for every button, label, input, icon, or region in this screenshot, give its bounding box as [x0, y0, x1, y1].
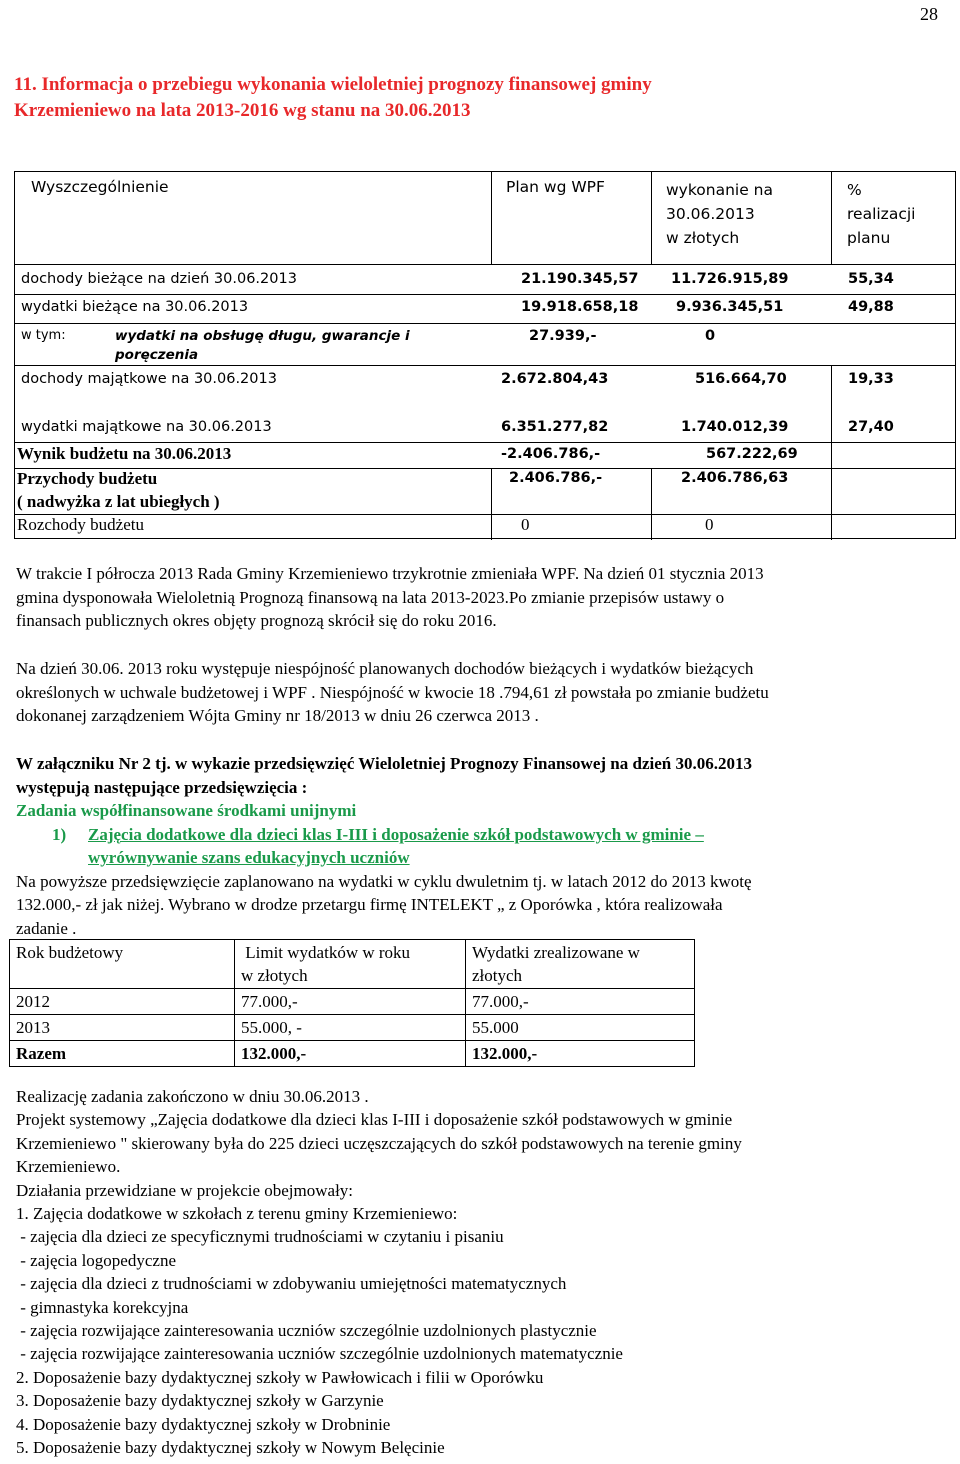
row-wykonanie: 0 [705, 328, 716, 344]
row-wykonanie: 9.936.345,51 [676, 299, 784, 315]
row-plan: 0 [521, 515, 530, 534]
row-wykonanie: 516.664,70 [695, 371, 787, 387]
header-wykonanie: wykonanie na 30.06.2013 w złotych [666, 181, 773, 247]
page-number: 28 [920, 4, 938, 24]
row-plan: 19.918.658,18 [521, 299, 639, 315]
header-wydatki: Wydatki zrealizowane w złotych [466, 940, 695, 989]
header-wyszczegolnienie: Wyszczególnienie [31, 178, 169, 196]
row-plan: 2.406.786,- [509, 470, 603, 486]
eu-funded-title: Zadania współfinansowane środkami unijnymi [16, 801, 357, 820]
paragraph-wpf-changes: W trakcie I półrocza 2013 Rada Gminy Krzemieniewo trzykrotnie zmieniała WPF. Na dzień 01 stycznia 2013 gmina dysponowała Wieloletnią Prognozą finansową na lata 2013-2023.Po zmianie przepisów ustawy o finansach publicznych okres objęty prognozą skrócił się do roku 2016. [16, 564, 764, 630]
row-plan: 21.190.345,57 [521, 271, 639, 287]
header-rok: Rok budżetowy [10, 940, 235, 989]
row-plan: 6.351.277,82 [501, 419, 609, 435]
project-item: 1) Zajęcia dodatkowe dla dzieci klas I-III i doposażenie szkół podstawowych w gminie – [52, 824, 704, 844]
row-label: Wynik budżetu na 30.06.2013 [17, 444, 232, 463]
paragraph-projects: W załączniku Nr 2 tj. w wykazie przedsięwzięć Wieloletniej Prognozy Finansowej na dzień 30.06.2013 występują następujące przedsięwzięcia : Zadania współfinansowane środkami unijnymi 1) Zajęcia dodatkowe dla dzieci klas I-III i doposażenie szkół podstawowych w gminie – wyrównywanie szans edukacyjnych uczniów Na powyższe przedsięwzięcie zaplanowano na wydatki w cyklu dwuletnim tj. w latach 2012 do 2013 kwotę 132.000,- zł jak niżej. Wybrano w drodze przetargu firmę INTELEKT „ z Oporówka , która realizowała zadanie . [16, 752, 946, 940]
row-label-cont: ( nadwyżka z lat ubiegłych ) [17, 492, 220, 511]
header-plan: Plan wg WPF [506, 178, 605, 196]
row-wykonanie: 11.726.915,89 [671, 271, 789, 287]
row-wykonanie: 2.406.786,63 [681, 470, 789, 486]
row-label-cont: poręczenia [115, 347, 199, 363]
row-procent: 49,88 [848, 299, 894, 315]
paragraph-project-details: Realizację zadania zakończono w dniu 30.06.2013 . Projekt systemowy „Zajęcia dodatkowe dla dzieci klas I-III i doposażenie szkół podstawowych w gminie Krzemieniewo " skierowany była do 225 dzieci uczęszczających do szkół podstawowych na terenie gminy Krzemieniewo. Działania przewidziane w projekcie obejmowały: 1. Zajęcia dodatkowe w szkołach z terenu gminy Krzemieniewo: - zajęcia dla dzieci ze specyficznymi trudnościami w czytaniu i pisaniu - zajęcia logopedyczne - zajęcia dla dzieci z trudnościami w zdobywaniu umiejętności matematycznych - gimnastyka korekcyjna - zajęcia rozwijające zainteresowania uczniów szczególnie uzdolnionych plastycznie - zajęcia rozwijające zainteresowania uczniów szczególnie uzdolnionych matematycznie 2. Doposażenie bazy dydaktycznej szkoły w Pawłowicach i filii w Oporówku 3. Doposażenie bazy dydaktycznej szkoły w Garzynie 4. Doposażenie bazy dydaktycznej szkoły w Drobninie 5. Doposażenie bazy dydaktycznej szkoły w Nowym Belęcinie [16, 1087, 742, 1458]
row-procent: 55,34 [848, 271, 894, 287]
table-row: 2012 77.000,- 77.000,- [10, 989, 695, 1015]
section-heading [14, 72, 914, 124]
row-procent: 27,40 [848, 419, 894, 435]
row-prefix: w tym: [21, 328, 66, 343]
row-label: wydatki bieżące na 30.06.2013 [21, 299, 249, 315]
row-label: Rozchody budżetu [17, 515, 144, 534]
row-procent: 19,33 [848, 371, 894, 387]
wpf-table [14, 171, 956, 539]
row-plan: 2.672.804,43 [501, 371, 609, 387]
heading-line-2: Krzemieniewo na lata 2013-2016 wg stanu na 30.06.2013 [14, 100, 471, 121]
budget-years-table [9, 939, 695, 1067]
table-row: 2013 55.000, - 55.000 [10, 1015, 695, 1041]
header-limit: Limit wydatków w roku w złotych [235, 940, 466, 989]
row-wykonanie: 1.740.012,39 [681, 419, 789, 435]
row-label: dochody majątkowe na 30.06.2013 [21, 371, 277, 387]
total-row: Razem 132.000,- 132.000,- [10, 1041, 695, 1067]
row-plan: -2.406.786,- [501, 446, 601, 462]
row-plan: 27.939,- [529, 328, 597, 344]
row-label: dochody bieżące na dzień 30.06.2013 [21, 271, 297, 287]
header-procent: % realizacji planu [847, 181, 916, 247]
row-wykonanie: 567.222,69 [706, 446, 798, 462]
row-label: Przychody budżetu [17, 469, 158, 488]
row-label: wydatki na obsługę długu, gwarancje i [115, 328, 410, 344]
row-wykonanie: 0 [705, 515, 714, 534]
row-label: wydatki majątkowe na 30.06.2013 [21, 419, 272, 435]
paragraph-inconsistency: Na dzień 30.06. 2013 roku występuje niespójność planowanych dochodów bieżących i wydatków bieżących określonych w uchwale budżetowej i WPF . Niespójność w kwocie 18 .794,61 zł powstała po zmianie budżetu dokonanej zarządzeniem Wójta Gminy nr 18/2013 w dniu 26 czerwca 2013 . [16, 659, 769, 725]
heading-line-1: 11. Informacja o przebiegu wykonania wieloletniej prognozy finansowej gminy [14, 74, 652, 95]
